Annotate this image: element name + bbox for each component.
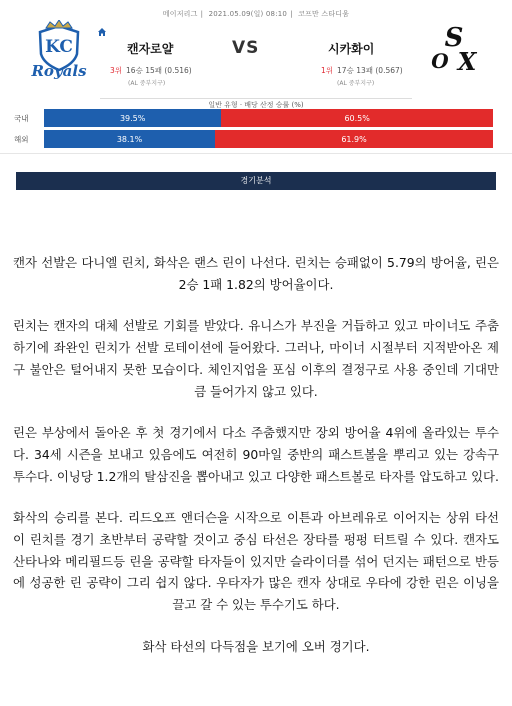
svg-text:KC: KC bbox=[45, 37, 73, 57]
away-record-text: 17승 13패 (0.567) bbox=[337, 66, 403, 75]
match-datetime: 2021.05.09(일) 08:10 bbox=[208, 10, 288, 18]
svg-text:X: X bbox=[457, 47, 477, 76]
royals-logo bbox=[28, 20, 90, 82]
home-record bbox=[110, 65, 192, 76]
match-header bbox=[0, 0, 512, 200]
away-record bbox=[321, 65, 403, 76]
home-win-rate: 39.5% bbox=[44, 109, 221, 127]
venue-label: 코프만 스타디움 bbox=[298, 10, 350, 18]
home-win-rate: 38.1% bbox=[44, 130, 215, 148]
home-icon bbox=[97, 27, 107, 37]
home-rank: 3위 bbox=[110, 66, 123, 75]
away-rank: 1위 bbox=[321, 66, 334, 75]
home-league: (AL 중부지구) bbox=[128, 80, 166, 87]
row-label: 해외 bbox=[14, 135, 29, 144]
svg-text:Royals: Royals bbox=[31, 62, 87, 80]
away-team-name: 시카화이 bbox=[328, 42, 375, 56]
league-label: 메이저리그 bbox=[162, 10, 198, 18]
article-paragraph: 린은 부상에서 돌아온 후 첫 경기에서 다소 주춤했지만 장외 방어율 4위에 올라있는 투수다. 34세 시즌을 보내고 있음에도 여전히 90마일 중반의 패스트볼을 뿌리고 있는 강속구 투수다. 이닝당 1.2개의 탈삼진을 뽑아내고 있고 다양한 패스트볼로 타자를 압도하고 있다. bbox=[13, 425, 499, 484]
svg-text:O: O bbox=[431, 49, 449, 73]
svg-text:S: S bbox=[444, 23, 464, 53]
home-record-text: 16승 15패 (0.516) bbox=[126, 66, 192, 75]
win-rate-row-overseas bbox=[0, 130, 512, 148]
divider bbox=[0, 153, 512, 154]
win-rate-title-text: 일반 유형 · 배당 산정 승률 (%) bbox=[202, 101, 309, 109]
away-league: (AL 중부지구) bbox=[337, 80, 375, 87]
away-win-rate: 60.5% bbox=[221, 109, 493, 127]
win-rate-title bbox=[0, 92, 512, 109]
white-sox-logo bbox=[425, 20, 483, 82]
win-rate-row-domestic bbox=[0, 109, 512, 127]
win-rate-bar bbox=[44, 130, 493, 148]
home-team-name: 캔자로얄 bbox=[127, 42, 174, 56]
article-paragraph: 린치는 캔자의 대체 선발로 기회를 받았다. 유니스가 부진을 거듭하고 있고 마이너도 주춤하기에 좌완인 린치가 선발 로테이션에 들어왔다. 그러나, 마이너 시절부터 지적받아온 제구 불안은 털어내지 못한 모습이다. 체인지업을 포심 이후의 결정구로 사용 중인데 기대만큼 들어가지 않고 있다. bbox=[13, 318, 499, 399]
article-paragraph: 화삭의 승리를 본다. 리드오프 앤더슨을 시작으로 이튼과 아브레유로 이어지는 상위 타선이 린치를 경기 초반부터 공략할 것이고 중심 타선은 장타를 펑펑 터트릴 수 있다. 캔자도 산타나와 메리필드등 린을 공략할 타자들이 있지만 슬라이더를 섞어 던지는 패턴으로 반등에 성공한 린 공략이 그리 쉽지 않다. 우타자가 많은 캔자 상대로 우타에 강한 린은 이닝을 끌고 갈 수 있는 투수기도 하다. bbox=[13, 510, 499, 613]
match-meta: 메이저리그 | 2021.05.09(일) 08:10 | 코프만 스타디움 bbox=[162, 10, 350, 18]
win-rate-bar bbox=[44, 109, 493, 127]
article-paragraph: 캔자 선발은 다니엘 린치, 화삭은 랜스 린이 나선다. 린치는 승패없이 5.79의 방어율, 린은 2승 1패 1.82의 방어율이다. bbox=[13, 255, 499, 292]
article-paragraph: 화삭 타선의 다득점을 보기에 오버 경기다. bbox=[142, 638, 370, 654]
analysis-header: 경기분석 bbox=[16, 172, 496, 190]
row-label: 국내 bbox=[14, 114, 29, 123]
vs-label: VS bbox=[232, 38, 260, 58]
away-win-rate: 61.9% bbox=[215, 130, 493, 148]
analysis-article bbox=[13, 252, 499, 678]
